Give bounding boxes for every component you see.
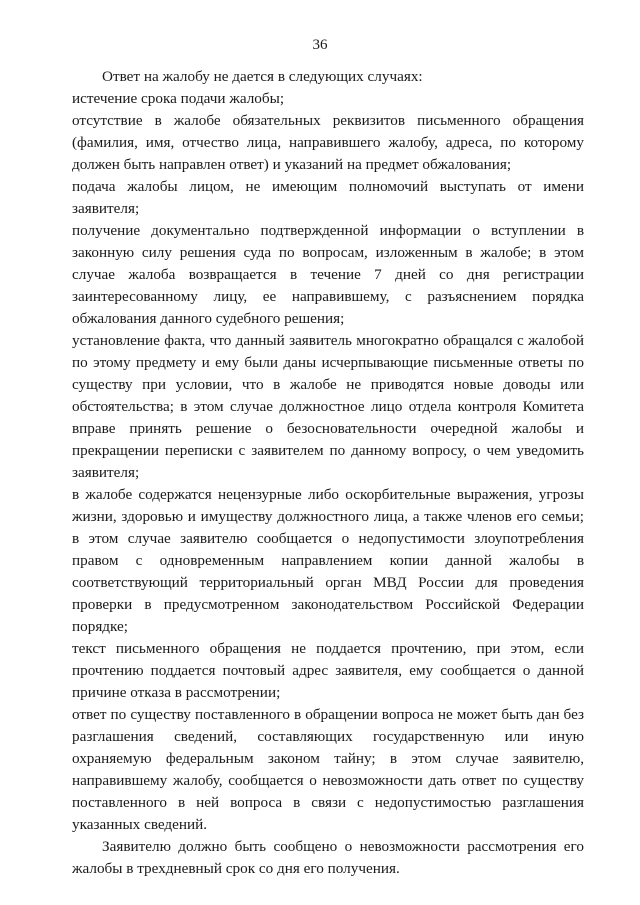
list-item: текст письменного обращения не поддается прочтению, при этом, если прочтению поддается почтовый адрес заявителя, ему сообщается о данной причине отказа в рассмотрении; bbox=[72, 640, 584, 701]
list-item: подача жалобы лицом, не имеющим полномочий выступать от имени заявителя; bbox=[72, 178, 584, 217]
list-item: истечение срока подачи жалобы; bbox=[72, 90, 285, 107]
page-number: 36 bbox=[312, 37, 328, 53]
list-item: в жалобе содержатся нецензурные либо оскорбительные выражения, угрозы жизни, здоровью и имуществу должностного лица, а также членов его семьи; в этом случае заявителю сообщается о недопустимости злоупотребления правом с одновременным направлением копии данной жалобы в соответствующий территориальный орган МВД России для проведения проверки в предусмотренном законодательством Российской Федерации порядке; bbox=[72, 486, 584, 635]
list-item: ответ по существу поставленного в обращении вопроса не может быть дан без разглашения сведений, составляющих государственную или иную охраняемую федеральным законом тайну; в этом случае заявителю, направившему жалобу, сообщается о невозможности дать ответ по существу поставленного в ней вопроса в связи с недопустимостью разглашения указанных сведений. bbox=[72, 706, 584, 833]
list-item: получение документально подтвержденной информации о вступлении в законную силу решения суда по вопросам, изложенным в жалобе; в этом случае жалоба возвращается в течение 7 дней со дня регистрации заинтересованному лицу, ее направившему, с разъяснением порядка обжалования данного судебного решения; bbox=[72, 222, 584, 327]
document-body bbox=[72, 66, 584, 880]
list-item: установление факта, что данный заявитель многократно обращался с жалобой по этому предмету и ему были даны исчерпывающие письменные ответы по существу при условии, что в жалобе не приводятся новые доводы или обстоятельства; в этом случае должностное лицо отдела контроля Комитета вправе принять решение о безосновательности очередной жалобы и прекращении переписки с заявителем по данному вопросу, о чем уведомить заявителя; bbox=[72, 332, 584, 481]
closing-paragraph: Заявителю должно быть сообщено о невозможности рассмотрения его жалобы в трехдневный срок со дня его получения. bbox=[72, 838, 584, 877]
list-item: отсутствие в жалобе обязательных реквизитов письменного обращения (фамилия, имя, отчество лица, направившего жалобу, адреса, по которому должен быть направлен ответ) и указаний на предмет обжалования; bbox=[72, 112, 584, 173]
intro-paragraph: Ответ на жалобу не дается в следующих случаях: bbox=[102, 68, 423, 85]
